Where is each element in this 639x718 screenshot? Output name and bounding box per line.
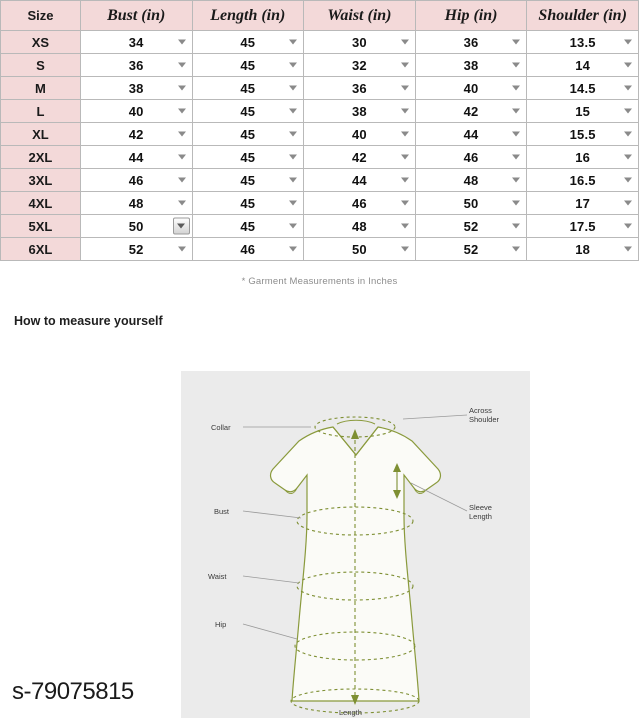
- length-cell[interactable]: [192, 146, 304, 169]
- waist-cell[interactable]: [304, 31, 416, 54]
- chevron-down-icon[interactable]: [178, 86, 186, 91]
- cell-value: 50: [351, 241, 367, 257]
- hip-cell[interactable]: [415, 169, 527, 192]
- chevron-down-icon[interactable]: [512, 40, 520, 45]
- label-length: Length: [339, 708, 362, 717]
- size-label: S: [1, 54, 81, 77]
- chevron-down-icon[interactable]: [624, 40, 632, 45]
- column-header-length: Length (in): [192, 1, 304, 31]
- cell-value: 40: [351, 126, 367, 142]
- shoulder-cell[interactable]: [527, 54, 639, 77]
- label-bust: Bust: [214, 507, 230, 516]
- chevron-down-icon[interactable]: [178, 132, 186, 137]
- chevron-down-icon[interactable]: [289, 109, 297, 114]
- hip-cell[interactable]: [415, 100, 527, 123]
- chevron-down-icon[interactable]: [401, 86, 409, 91]
- cell-value: 45: [240, 103, 256, 119]
- size-label: XS: [1, 31, 81, 54]
- cell-value: 45: [240, 172, 256, 188]
- chevron-down-icon[interactable]: [512, 63, 520, 68]
- cell-value: 45: [240, 34, 256, 50]
- cell-value: 42: [128, 126, 144, 142]
- chevron-down-icon[interactable]: [178, 201, 186, 206]
- table-row: [1, 238, 639, 261]
- table-header: [1, 1, 639, 31]
- chevron-down-icon[interactable]: [178, 63, 186, 68]
- chevron-down-icon[interactable]: [289, 247, 297, 252]
- measurement-diagram: [181, 371, 530, 718]
- chevron-down-icon[interactable]: [512, 201, 520, 206]
- waist-cell[interactable]: [304, 146, 416, 169]
- size-label: 3XL: [1, 169, 81, 192]
- column-header-size: Size: [1, 1, 81, 31]
- shoulder-cell[interactable]: [527, 192, 639, 215]
- cell-value: 42: [463, 103, 479, 119]
- size-label: M: [1, 77, 81, 100]
- cell-value: 38: [351, 103, 367, 119]
- table-row: [1, 100, 639, 123]
- shoulder-cell[interactable]: [527, 31, 639, 54]
- cell-value: 17: [575, 195, 591, 211]
- chevron-down-icon[interactable]: [289, 63, 297, 68]
- hip-cell[interactable]: [415, 77, 527, 100]
- measurement-footnote: * Garment Measurements in Inches: [241, 276, 398, 287]
- label-across-shoulder-2: Shoulder: [469, 415, 500, 424]
- bust-cell[interactable]: [80, 123, 192, 146]
- cell-value: 46: [128, 172, 144, 188]
- chevron-down-icon[interactable]: [178, 155, 186, 160]
- chevron-down-icon[interactable]: [624, 86, 632, 91]
- table-row: [1, 123, 639, 146]
- bust-cell[interactable]: [80, 146, 192, 169]
- chevron-down-icon[interactable]: [289, 224, 297, 229]
- cell-value: 48: [128, 195, 144, 211]
- bust-cell[interactable]: [80, 54, 192, 77]
- cell-value: 45: [240, 57, 256, 73]
- cell-value: 36: [351, 80, 367, 96]
- table-row: [1, 192, 639, 215]
- shoulder-cell[interactable]: [527, 100, 639, 123]
- hip-cell[interactable]: [415, 146, 527, 169]
- watermark-text: s-79075815: [12, 678, 134, 705]
- cell-value: 46: [463, 149, 479, 165]
- chevron-down-icon[interactable]: [512, 155, 520, 160]
- bust-cell[interactable]: [80, 77, 192, 100]
- bust-cell[interactable]: [80, 238, 192, 261]
- length-cell[interactable]: [192, 238, 304, 261]
- cell-value: 32: [351, 57, 367, 73]
- chevron-down-icon[interactable]: [401, 224, 409, 229]
- cell-value: 45: [240, 149, 256, 165]
- length-cell[interactable]: [192, 77, 304, 100]
- waist-cell[interactable]: [304, 215, 416, 238]
- hip-cell[interactable]: [415, 123, 527, 146]
- cell-value: 14.5: [569, 80, 596, 96]
- waist-cell[interactable]: [304, 100, 416, 123]
- cell-value: 16: [575, 149, 591, 165]
- chevron-down-icon[interactable]: [624, 109, 632, 114]
- label-sleeve-2: Length: [469, 512, 492, 521]
- cell-value: 40: [128, 103, 144, 119]
- chevron-down-icon[interactable]: [178, 109, 186, 114]
- cell-value: 48: [351, 218, 367, 234]
- cell-value: 48: [463, 172, 479, 188]
- cell-value: 46: [240, 241, 256, 257]
- cell-value: 45: [240, 126, 256, 142]
- column-header-shoulder: Shoulder (in): [527, 1, 639, 31]
- waist-cell[interactable]: [304, 123, 416, 146]
- table-row: [1, 146, 639, 169]
- column-header-waist: Waist (in): [304, 1, 416, 31]
- length-cell[interactable]: [192, 169, 304, 192]
- label-waist: Waist: [208, 572, 227, 581]
- length-cell[interactable]: [192, 31, 304, 54]
- cell-value: 34: [128, 34, 144, 50]
- chevron-down-icon[interactable]: [401, 247, 409, 252]
- chevron-down-icon[interactable]: [401, 63, 409, 68]
- cell-value: 42: [351, 149, 367, 165]
- cell-value: 13.5: [569, 34, 596, 50]
- cell-value: 52: [463, 241, 479, 257]
- cell-value: 30: [351, 34, 367, 50]
- chevron-down-icon[interactable]: [289, 155, 297, 160]
- cell-value: 17.5: [569, 218, 596, 234]
- cell-value: 52: [128, 241, 144, 257]
- label-hip: Hip: [215, 620, 227, 629]
- shoulder-cell[interactable]: [527, 146, 639, 169]
- bust-cell[interactable]: [80, 100, 192, 123]
- table-row: [1, 31, 639, 54]
- waist-cell[interactable]: [304, 238, 416, 261]
- length-cell[interactable]: [192, 54, 304, 77]
- dropdown-button[interactable]: [173, 218, 190, 235]
- bust-cell[interactable]: [80, 192, 192, 215]
- waist-cell[interactable]: [304, 169, 416, 192]
- cell-value: 40: [463, 80, 479, 96]
- shoulder-cell[interactable]: [527, 123, 639, 146]
- cell-value: 36: [463, 34, 479, 50]
- cell-value: 18: [575, 241, 591, 257]
- chevron-down-icon[interactable]: [624, 224, 632, 229]
- chevron-down-icon: [177, 224, 185, 229]
- cell-value: 14: [575, 57, 591, 73]
- size-label: 2XL: [1, 146, 81, 169]
- shoulder-cell[interactable]: [527, 77, 639, 100]
- hip-cell[interactable]: [415, 54, 527, 77]
- chevron-down-icon[interactable]: [289, 178, 297, 183]
- waist-cell[interactable]: [304, 54, 416, 77]
- label-sleeve-1: Sleeve: [469, 503, 492, 512]
- chevron-down-icon[interactable]: [289, 201, 297, 206]
- waist-cell[interactable]: [304, 192, 416, 215]
- chevron-down-icon[interactable]: [401, 40, 409, 45]
- chevron-down-icon[interactable]: [289, 132, 297, 137]
- chevron-down-icon[interactable]: [289, 86, 297, 91]
- cell-value: 46: [351, 195, 367, 211]
- table-row: [1, 77, 639, 100]
- hip-cell[interactable]: [415, 215, 527, 238]
- cell-value: 15: [575, 103, 591, 119]
- label-across-shoulder-1: Across: [469, 406, 492, 415]
- size-chart-table: [0, 0, 639, 261]
- chevron-down-icon[interactable]: [512, 178, 520, 183]
- chevron-down-icon[interactable]: [624, 247, 632, 252]
- cell-value: 38: [128, 80, 144, 96]
- cell-value: 45: [240, 80, 256, 96]
- chevron-down-icon[interactable]: [624, 155, 632, 160]
- chevron-down-icon[interactable]: [512, 247, 520, 252]
- cell-value: 38: [463, 57, 479, 73]
- chevron-down-icon[interactable]: [401, 155, 409, 160]
- size-label: 4XL: [1, 192, 81, 215]
- cell-value: 45: [240, 218, 256, 234]
- chevron-down-icon[interactable]: [512, 132, 520, 137]
- waist-cell[interactable]: [304, 77, 416, 100]
- cell-value: 52: [463, 218, 479, 234]
- chevron-down-icon[interactable]: [401, 178, 409, 183]
- hip-cell[interactable]: [415, 238, 527, 261]
- length-cell[interactable]: [192, 123, 304, 146]
- size-label: 6XL: [1, 238, 81, 261]
- shoulder-cell[interactable]: [527, 169, 639, 192]
- chevron-down-icon[interactable]: [401, 109, 409, 114]
- table-row: [1, 54, 639, 77]
- table-body: [1, 31, 639, 261]
- cell-value: 50: [128, 218, 144, 234]
- table-header-row: [1, 1, 639, 31]
- cell-value: 36: [128, 57, 144, 73]
- size-label: L: [1, 100, 81, 123]
- label-collar: Collar: [211, 423, 231, 432]
- bust-cell[interactable]: [80, 169, 192, 192]
- size-label: 5XL: [1, 215, 81, 238]
- column-header-bust: Bust (in): [80, 1, 192, 31]
- shoulder-cell[interactable]: [527, 238, 639, 261]
- chevron-down-icon[interactable]: [624, 63, 632, 68]
- cell-value: 50: [463, 195, 479, 211]
- cell-value: 44: [463, 126, 479, 142]
- cell-value: 44: [351, 172, 367, 188]
- length-cell[interactable]: [192, 192, 304, 215]
- chevron-down-icon[interactable]: [401, 132, 409, 137]
- size-label: XL: [1, 123, 81, 146]
- cell-value: 44: [128, 149, 144, 165]
- chevron-down-icon[interactable]: [624, 132, 632, 137]
- length-cell[interactable]: [192, 215, 304, 238]
- cell-value: 45: [240, 195, 256, 211]
- column-header-hip: Hip (in): [415, 1, 527, 31]
- cell-value: 15.5: [569, 126, 596, 142]
- chevron-down-icon[interactable]: [178, 40, 186, 45]
- how-to-measure-heading: How to measure yourself: [14, 314, 163, 328]
- chevron-down-icon[interactable]: [178, 178, 186, 183]
- cell-value: 16.5: [569, 172, 596, 188]
- chevron-down-icon[interactable]: [401, 201, 409, 206]
- table-row: [1, 215, 639, 238]
- chevron-down-icon[interactable]: [289, 40, 297, 45]
- shoulder-cell[interactable]: [527, 215, 639, 238]
- table-row: [1, 169, 639, 192]
- length-cell[interactable]: [192, 100, 304, 123]
- chevron-down-icon[interactable]: [512, 224, 520, 229]
- chevron-down-icon[interactable]: [512, 86, 520, 91]
- chevron-down-icon[interactable]: [512, 109, 520, 114]
- bust-cell[interactable]: [80, 215, 192, 238]
- hip-cell[interactable]: [415, 192, 527, 215]
- chevron-down-icon[interactable]: [624, 201, 632, 206]
- chevron-down-icon[interactable]: [624, 178, 632, 183]
- chevron-down-icon[interactable]: [178, 247, 186, 252]
- hip-cell[interactable]: [415, 31, 527, 54]
- bust-cell[interactable]: [80, 31, 192, 54]
